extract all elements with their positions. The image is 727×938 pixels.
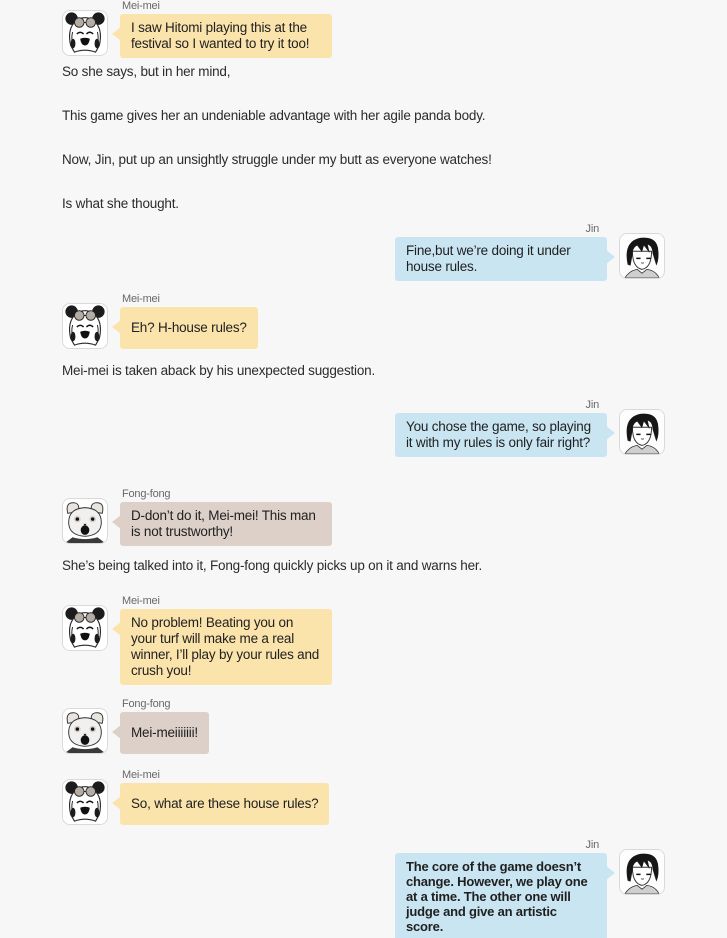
message-text: No problem! Beating you on your turf will make me a real winner, I’ll play by your rules and crush you! — [131, 615, 320, 678]
sender-name: Fong-fong — [122, 488, 171, 500]
boy-face-icon — [620, 410, 664, 454]
avatar-jin[interactable] — [619, 849, 665, 895]
chat-message — [62, 293, 258, 349]
sender-name: Fong-fong — [122, 698, 171, 710]
chat-message — [395, 223, 665, 281]
sender-name: Mei-mei — [122, 0, 160, 12]
chat-message — [62, 698, 209, 754]
narration-line: Mei-mei is taken aback by his unexpected suggestion. — [62, 363, 376, 378]
narration-line: This game gives her an undeniable advantage with her agile panda body. — [62, 108, 486, 123]
avatar-fongfong[interactable] — [62, 708, 108, 754]
message-bubble — [395, 413, 607, 457]
panda-girl-icon — [63, 11, 107, 55]
sender-name: Jin — [585, 223, 599, 235]
avatar-meimei[interactable] — [62, 10, 108, 56]
narration-line: Is what she thought. — [62, 196, 179, 211]
message-bubble — [120, 609, 332, 685]
message-bubble — [395, 237, 607, 281]
panda-girl-icon — [63, 780, 107, 824]
sender-name: Mei-mei — [122, 595, 160, 607]
chat-message — [395, 839, 665, 938]
message-bubble — [120, 14, 332, 58]
sender-name: Jin — [585, 399, 599, 411]
message-bubble — [120, 783, 329, 825]
message-text: Eh? H-house rules? — [131, 320, 247, 335]
sender-name: Mei-mei — [122, 293, 160, 305]
narration-line: So she says, but in her mind, — [62, 64, 231, 79]
narration-line: She’s being talked into it, Fong-fong quickly picks up on it and warns her. — [62, 558, 483, 573]
message-text: Fine,but we’re doing it under house rules. — [406, 243, 571, 274]
avatar-fongfong[interactable] — [62, 498, 108, 544]
narration-line: Now, Jin, put up an unsightly struggle under my butt as everyone watches! — [62, 152, 492, 167]
message-text: Mei-meiiiiiii! — [131, 725, 198, 740]
avatar-jin[interactable] — [619, 409, 665, 455]
avatar-meimei[interactable] — [62, 303, 108, 349]
sender-name: Mei-mei — [122, 769, 160, 781]
boy-face-icon — [620, 234, 664, 278]
message-bubble — [395, 853, 607, 938]
sender-name: Jin — [585, 839, 599, 851]
avatar-meimei[interactable] — [62, 779, 108, 825]
message-text: The core of the game doesn’t change. However, we play one at a time. The other one will judge and give an artistic score. — [406, 859, 588, 934]
avatar-jin[interactable] — [619, 233, 665, 279]
panda-girl-icon — [63, 606, 107, 650]
chat-message — [62, 0, 332, 58]
chat-message — [62, 769, 329, 825]
message-text: I saw Hitomi playing this at the festival so I wanted to try it too! — [131, 20, 310, 51]
message-text: D-don’t do it, Mei-mei! This man is not trustworthy! — [131, 508, 316, 539]
message-text: So, what are these house rules? — [131, 796, 319, 811]
boy-face-icon — [620, 850, 664, 894]
red-panda-icon — [63, 709, 107, 753]
avatar-meimei[interactable] — [62, 605, 108, 651]
chat-message — [395, 399, 665, 457]
message-bubble — [120, 307, 258, 349]
panda-girl-icon — [63, 304, 107, 348]
chat-message — [62, 488, 332, 546]
message-text: You chose the game, so playing it with my rules is only fair right? — [406, 419, 591, 450]
red-panda-icon — [63, 499, 107, 543]
chat-message — [62, 595, 332, 685]
message-bubble — [120, 502, 332, 546]
message-bubble — [120, 712, 209, 754]
